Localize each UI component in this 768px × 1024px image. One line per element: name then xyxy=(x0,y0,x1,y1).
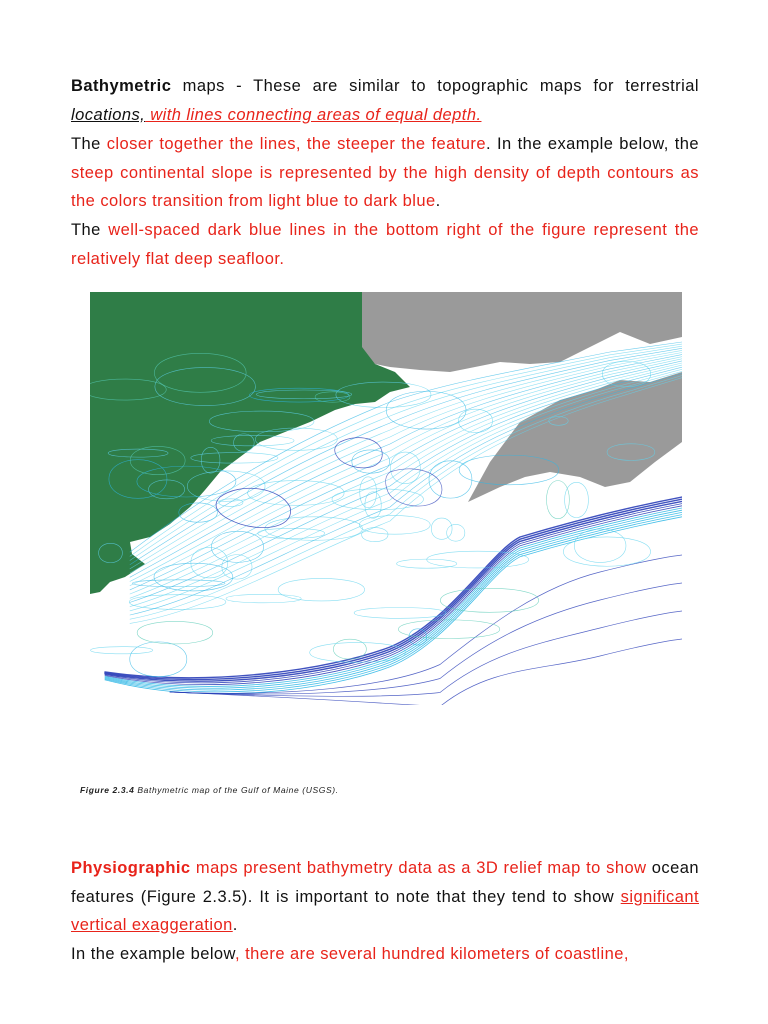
figure-caption xyxy=(80,785,339,795)
paragraph-seafloor xyxy=(71,216,699,273)
text: . In the example below, the xyxy=(486,135,699,153)
highlight-text: , there are several hundred kilometers of coastline, xyxy=(235,945,629,963)
text: ocean features (Figure 2.3.5). It is important to note that they tend to show xyxy=(71,859,699,906)
paragraph-contours xyxy=(71,130,699,216)
highlight-text: steep continental slope is represented by the high density of depth contours as the colors transition from light blue to dark blue xyxy=(71,163,699,210)
definition-text: with lines connecting areas of equal depth. xyxy=(145,105,482,124)
locations-link-text: locations, xyxy=(71,105,146,124)
paragraph-example xyxy=(71,940,699,969)
bathymetric-map-figure xyxy=(90,292,682,705)
caption-label: Figure 2.3.4 xyxy=(80,785,135,795)
text: In the example below xyxy=(71,945,236,963)
text: . xyxy=(232,916,238,934)
text: The xyxy=(71,221,109,239)
bathymetric-map-image xyxy=(90,292,682,705)
vertical-exaggeration-text: significant vertical exaggeration xyxy=(71,887,699,934)
term-physiographic: Physiographic xyxy=(71,859,191,877)
highlight-text: closer together the lines, the steeper the feature xyxy=(106,135,486,153)
paragraph-bathymetric xyxy=(71,72,699,129)
highlight-text: maps present bathymetry data as a 3D relief map to show xyxy=(190,859,647,877)
term-bathymetric: Bathymetric xyxy=(71,77,172,95)
text: . xyxy=(435,192,441,210)
highlight-text: well-spaced dark blue lines in the bottom right of the figure represent the relatively flat deep seafloor. xyxy=(71,221,699,268)
text: The xyxy=(71,135,107,153)
paragraph-physiographic xyxy=(71,854,699,940)
text: maps - These are similar to topographic maps for terrestrial xyxy=(171,77,699,95)
caption-text: Bathymetric map of the Gulf of Maine (USGS). xyxy=(134,785,339,795)
